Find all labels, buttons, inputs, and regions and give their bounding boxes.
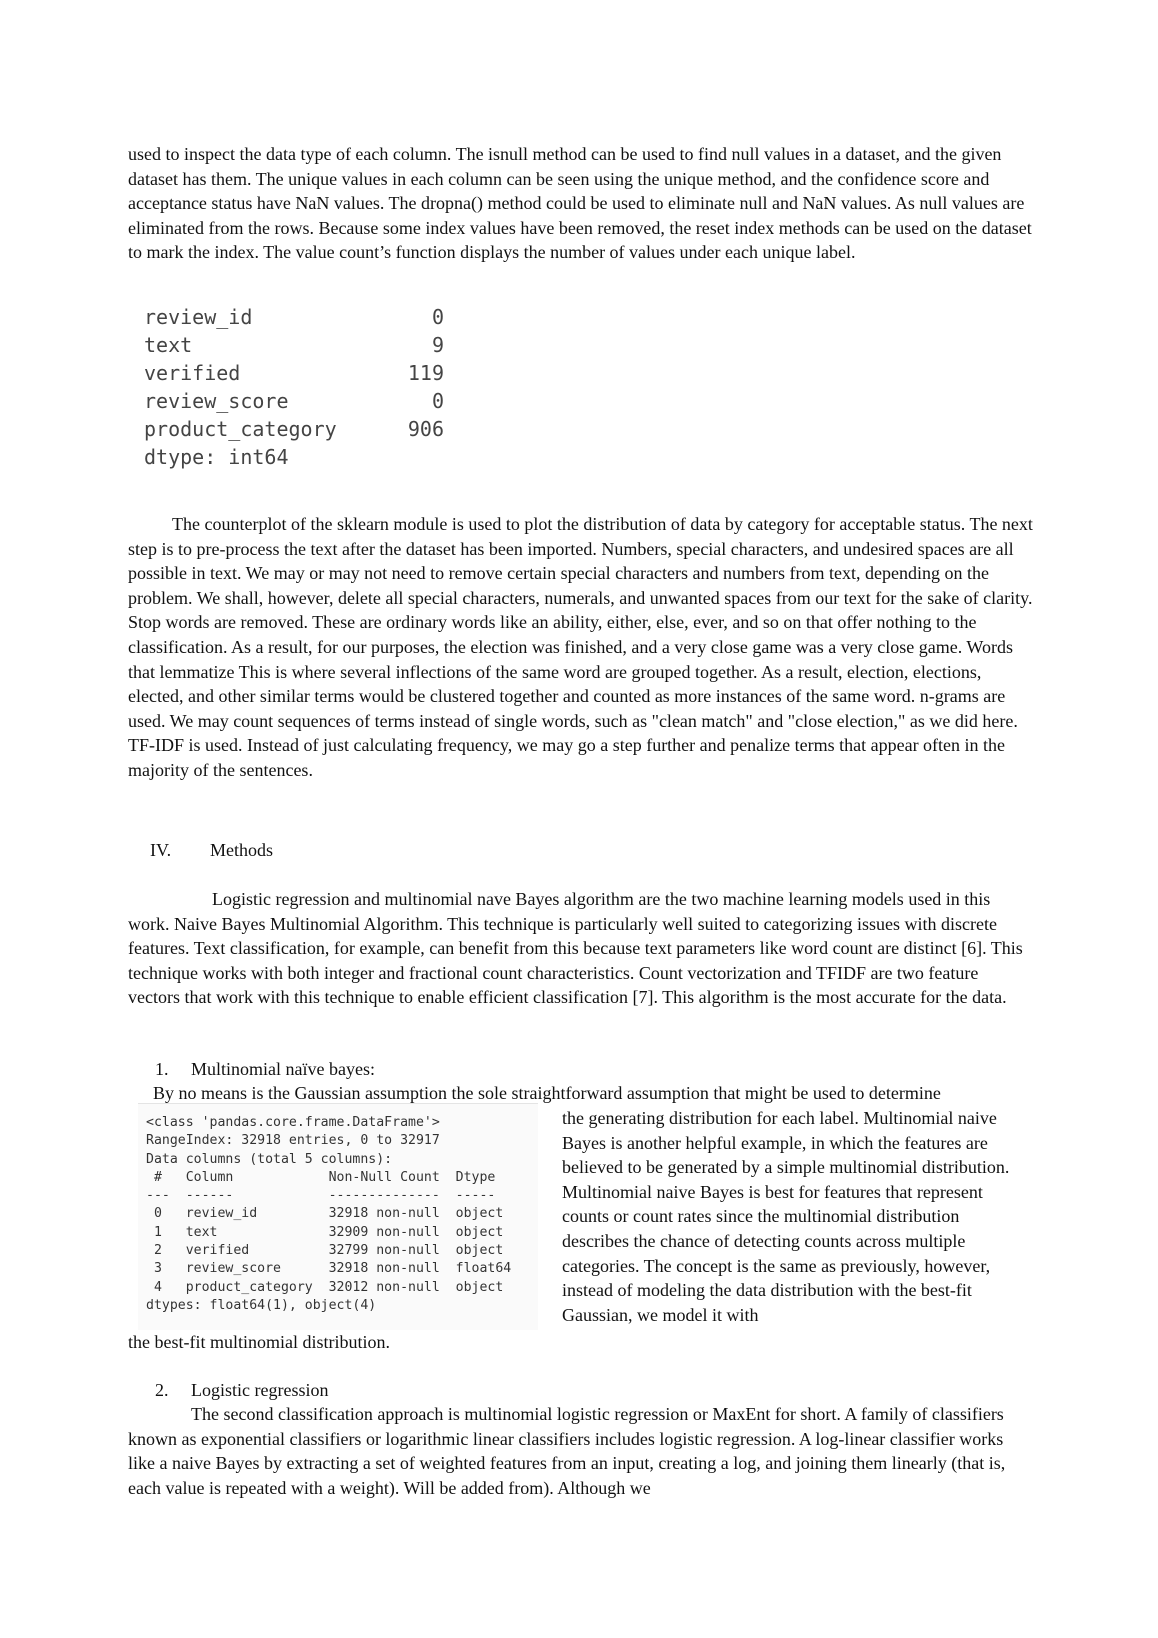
null-count-row: review_score 0	[144, 389, 444, 413]
subsection-title: Logistic regression	[191, 1380, 329, 1400]
dtype-line: dtype: int64	[144, 445, 289, 469]
paragraph-mnb-lead: By no means is the Gaussian assumption the sole straightforward assumption that might be used to determine	[153, 1083, 941, 1103]
paragraph-methods: Logistic regression and multinomial nave Bayes algorithm are the two machine learning models used in this work. Naive Bayes Multinomial Algorithm. This technique is particularly well suited to categorizing issues with discrete features. Text classification, for example, can benefit from this because text parameters like word count are distinct [6]. This technique works with both integer and fractional count characteristics. Count vectorization and TFIDF are two feature vectors that work with this technique to enable efficient classification [7]. This algorithm is the most accurate for the data.	[128, 889, 1023, 1008]
paragraph-mnb-side: the generating distribution for each label. Multinomial naive Bayes is another helpful example, in which the features are believed to be generated by a simple multinomial distribution. Multinomial naive Bayes is best for features that represent counts or count rates since the multinomial distribution describes the chance of detecting counts across multiple categories. The concept is the same as previously, however, instead of modeling the data distribution with the best-fit Gaussian, we model it with	[562, 1108, 1010, 1325]
dataframe-info-screenshot	[138, 1103, 538, 1330]
null-count-row: text 9	[144, 333, 444, 357]
section-title: Methods	[210, 840, 273, 860]
subsection-number: 2.	[155, 1380, 169, 1400]
subsection-heading-multinomial-naive-bayes	[155, 1057, 375, 1081]
paragraph-preprocessing: The counterplot of the sklearn module is used to plot the distribution of data by category for acceptable status. The next step is to pre-process the text after the dataset has been imported. Numbers, special characters, and undesired spaces are all possible in text. We may or may not need to remove certain special characters and numbers from text, depending on the problem. We shall, however, delete all special characters, numerals, and unwanted spaces from our text for the sake of clarity. Stop words are removed. These are ordinary words like an ability, either, else, ever, and so on that offer nothing to the classification. As a result, for our purposes, the election was finished, and a very close game was a very close game. Words that lemmatize This is where several inflections of the same word are grouped together. As a result, election, elections, elected, and other similar terms would be clustered together and counted as more instances of the same word. n-grams are used. We may count sequences of terms instead of single words, such as "clean match" and "close election," as we did here. TF-IDF is used. Instead of just calculating frequency, we may go a step further and penalize terms that appear often in the majority of the sentences.	[128, 514, 1033, 780]
subsection-heading-logistic-regression	[155, 1378, 328, 1402]
section-heading-methods	[150, 838, 273, 862]
null-counts-output	[144, 303, 444, 471]
null-count-row: product_category 906	[144, 417, 444, 441]
null-count-row: verified 119	[144, 361, 444, 385]
section-number: IV.	[150, 840, 172, 860]
paragraph-mnb-tail: the best-fit multinomial distribution.	[128, 1332, 390, 1352]
subsection-number: 1.	[155, 1059, 169, 1079]
null-count-row: review_id 0	[144, 305, 444, 329]
subsection-title: Multinomial naïve bayes:	[191, 1059, 375, 1079]
dataframe-info-output: <class 'pandas.core.frame.DataFrame'> RangeIndex: 32918 entries, 0 to 32917 Data columns (total 5 columns): # Column Non-Null Count Dtype --- ------ -------------- ----- 0 review_id 32918 non-null object 1 text 32909 non-null object 2 verified 32799 non-null object 3 review_score 32918 non-null float64 4 product_category 32012 non-null object dtypes: float64(1), object(4)	[146, 1115, 512, 1313]
paragraph-data-inspection: used to inspect the data type of each column. The isnull method can be used to find null values in a dataset, and the given dataset has them. The unique values in each column can be seen using the unique method, and the confidence score and acceptance status have NaN values. The dropna() method could be used to eliminate null and NaN values. As null values are eliminated from the rows. Because some index values have been removed, the reset index methods can be used on the dataset to mark the index. The value count’s function displays the number of values under each unique label.	[128, 144, 1032, 263]
paragraph-logistic-regression: The second classification approach is multinomial logistic regression or MaxEnt for short. A family of classifiers known as exponential classifiers or logarithmic linear classifiers includes logistic regression. A log-linear classifier works like a naive Bayes by extracting a set of weighted features from an input, creating a log, and joining them linearly (that is, each value is repeated with a weight). Will be added from). Although we	[128, 1404, 1006, 1498]
